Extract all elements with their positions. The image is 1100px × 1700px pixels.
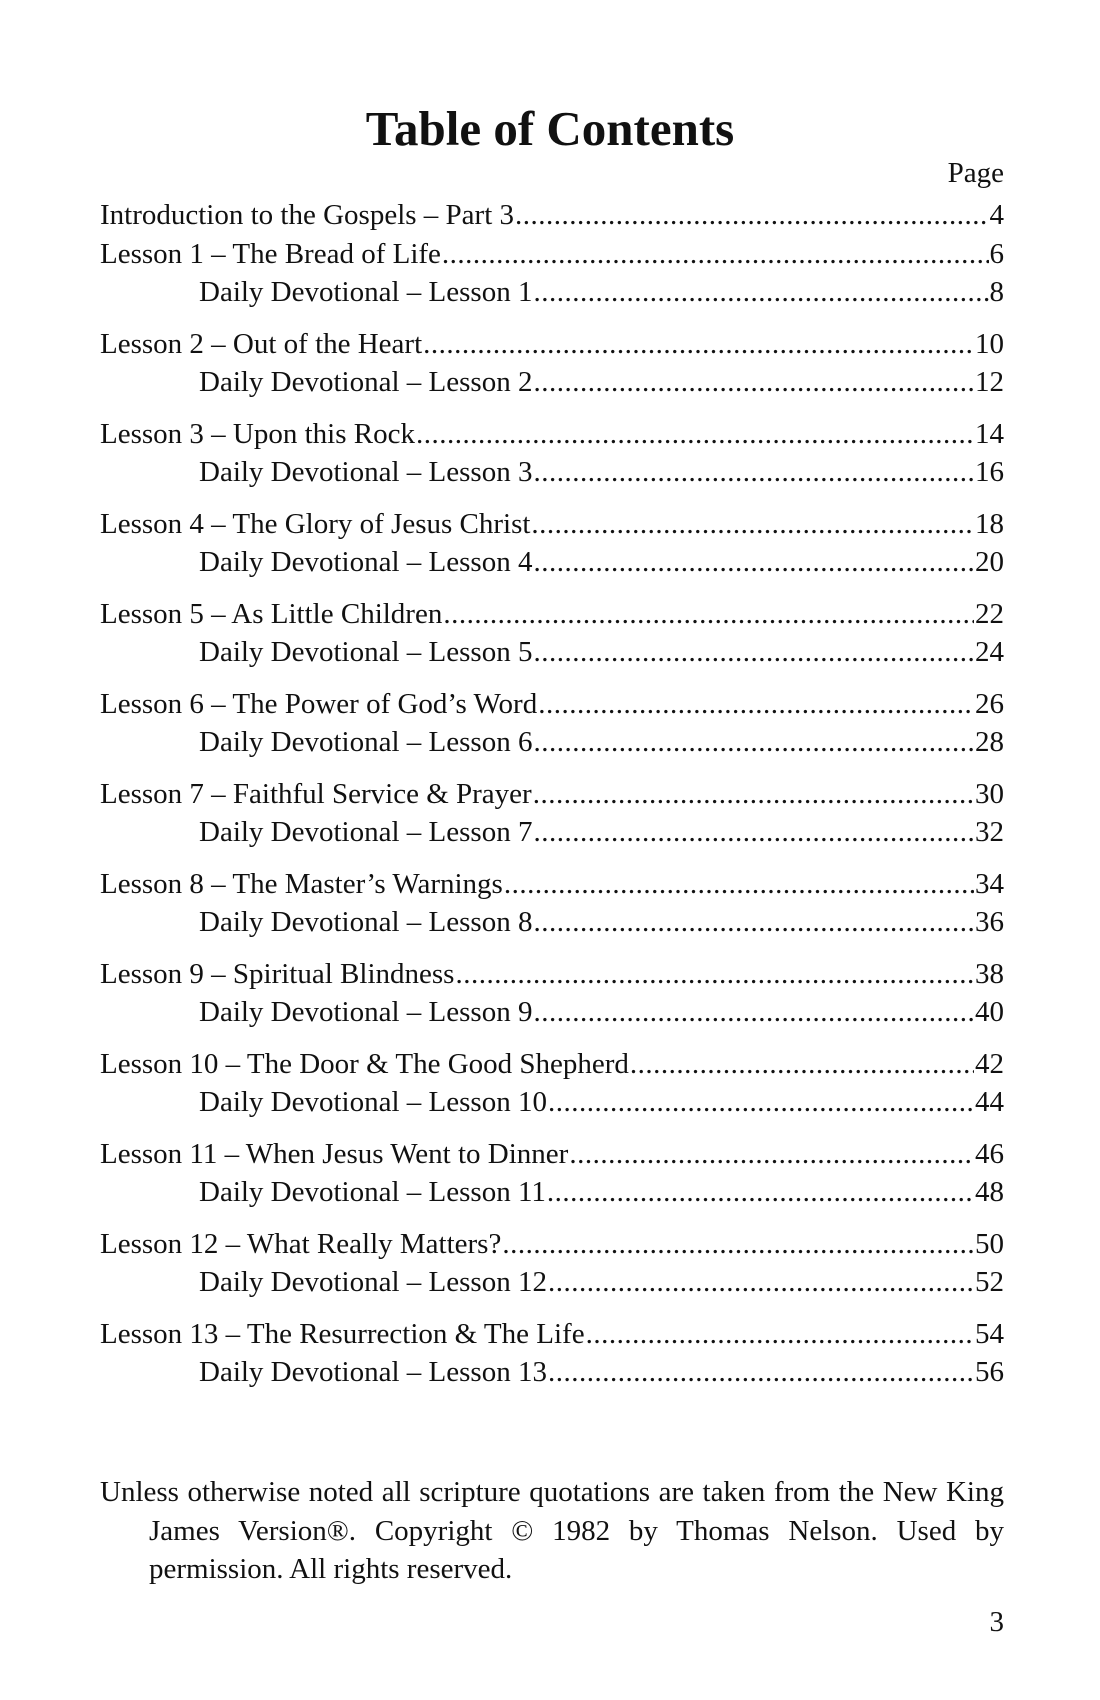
dot-leader [455,955,974,994]
toc-entry[interactable] [100,235,1004,274]
toc-entry-page: 40 [975,996,1004,1028]
toc-entry-page: 30 [975,777,1004,810]
toc-entry-page: 48 [975,1176,1004,1208]
toc-entry-label: Lesson 3 – Upon this Rock [100,417,415,450]
toc-entry-label: Lesson 6 – The Power of God’s Word [100,687,538,720]
toc-entry-page: 28 [975,726,1004,758]
toc-subentry[interactable] [100,813,1004,852]
toc-entry-label: Daily Devotional – Lesson 6 [199,726,533,758]
toc-entry-label: Introduction to the Gospels – Part 3 [100,199,515,231]
toc-entry-label: Lesson 1 – The Bread of Life [100,237,441,270]
toc-entry-page: 56 [975,1356,1004,1388]
toc-entry-page: 14 [975,417,1004,450]
toc-entry-page: 22 [975,597,1004,630]
toc-subentry[interactable] [100,363,1004,402]
toc-entry[interactable] [100,775,1004,814]
toc-entry[interactable] [100,595,1004,634]
toc-entry[interactable] [100,1045,1004,1084]
toc-entry[interactable] [100,505,1004,544]
toc-subentry[interactable] [100,543,1004,582]
dot-leader [416,415,974,454]
dot-leader [548,1083,974,1122]
toc-entry[interactable] [100,685,1004,724]
toc-entry-page: 6 [989,237,1004,270]
dot-leader [586,1315,974,1354]
toc-list [100,196,1004,1392]
dot-leader [533,993,974,1032]
toc-entry-page: 4 [989,199,1004,231]
dot-leader [531,505,974,544]
toc-entry[interactable] [100,1225,1004,1264]
dot-leader [533,813,974,852]
dot-leader [442,235,989,274]
dot-leader [423,325,974,364]
dot-leader [533,273,988,312]
toc-entry-page: 12 [975,366,1004,398]
toc-entry-label: Daily Devotional – Lesson 9 [199,996,533,1028]
toc-subentry[interactable] [100,1353,1004,1392]
page-title: Table of Contents [365,101,735,156]
toc-subentry[interactable] [100,1083,1004,1122]
toc-subentry[interactable] [100,903,1004,942]
toc-entry-label: Lesson 12 – What Really Matters? [100,1227,502,1260]
toc-entry-page: 20 [975,546,1004,578]
dot-leader [504,865,974,904]
toc-entry-label: Lesson 10 – The Door & The Good Shepherd [100,1047,629,1080]
toc-entry-label: Lesson 7 – Faithful Service & Prayer [100,777,532,810]
toc-entry-page: 36 [975,906,1004,938]
toc-entry-page: 26 [975,687,1004,720]
toc-entry-label: Daily Devotional – Lesson 8 [199,906,533,938]
toc-entry-label: Lesson 5 – As Little Children [100,597,443,630]
toc-entry-label: Daily Devotional – Lesson 7 [199,816,533,848]
page-number: 3 [989,1606,1004,1638]
toc-entry[interactable] [100,1135,1004,1174]
page-column-header: Page [947,157,1004,189]
dot-leader [533,775,974,814]
dot-leader [547,1173,974,1212]
toc-entry-page: 8 [989,276,1004,308]
toc-entry-page: 24 [975,636,1004,668]
toc-entry-label: Lesson 2 – Out of the Heart [100,327,423,360]
toc-entry-page: 34 [975,867,1004,900]
toc-subentry[interactable] [100,633,1004,672]
dot-leader [533,453,974,492]
toc-entry-label: Daily Devotional – Lesson 12 [199,1266,547,1298]
toc-entry-label: Lesson 13 – The Resurrection & The Life [100,1317,585,1350]
toc-entry-label: Lesson 4 – The Glory of Jesus Christ [100,507,531,540]
toc-subentry[interactable] [100,453,1004,492]
toc-entry-page: 32 [975,816,1004,848]
toc-entry-page: 16 [975,456,1004,488]
toc-entry[interactable] [100,196,1004,235]
dot-leader [533,363,974,402]
toc-entry[interactable] [100,955,1004,994]
toc-entry-label: Daily Devotional – Lesson 3 [199,456,533,488]
toc-entry-page: 42 [975,1047,1004,1080]
toc-entry-label: Daily Devotional – Lesson 5 [199,636,533,668]
toc-subentry[interactable] [100,723,1004,762]
toc-entry[interactable] [100,1315,1004,1354]
dot-leader [515,196,988,235]
toc-entry-label: Daily Devotional – Lesson 4 [199,546,533,578]
dot-leader [533,543,974,582]
toc-entry-page: 54 [975,1317,1004,1350]
toc-entry-label: Daily Devotional – Lesson 11 [199,1176,546,1208]
toc-entry-label: Daily Devotional – Lesson 1 [199,276,533,308]
toc-entry-page: 38 [975,957,1004,990]
dot-leader [548,1353,974,1392]
toc-entry-label: Daily Devotional – Lesson 10 [199,1086,547,1118]
toc-entry-page: 46 [975,1137,1004,1170]
toc-entry[interactable] [100,865,1004,904]
dot-leader [538,685,974,724]
toc-entry-page: 52 [975,1266,1004,1298]
toc-subentry[interactable] [100,1263,1004,1302]
dot-leader [443,595,974,634]
dot-leader [533,633,974,672]
dot-leader [630,1045,974,1084]
dot-leader [569,1135,974,1174]
toc-entry-page: 44 [975,1086,1004,1118]
dot-leader [533,723,974,762]
toc-subentry[interactable] [100,993,1004,1032]
toc-subentry[interactable] [100,273,1004,312]
toc-entry-label: Lesson 9 – Spiritual Blindness [100,957,455,990]
toc-entry-page: 10 [975,327,1004,360]
toc-entry-page: 50 [975,1227,1004,1260]
dot-leader [548,1263,974,1302]
toc-subentry[interactable] [100,1173,1004,1212]
toc-entry-label: Lesson 8 – The Master’s Warnings [100,867,503,900]
copyright-note: Unless otherwise noted all scripture quotations are taken from the New King James Version®. Copyright © 1982 by Thomas Nelson. Used by permission. All rights reserved. [100,1476,1004,1585]
toc-entry-label: Daily Devotional – Lesson 2 [199,366,533,398]
dot-leader [533,903,974,942]
toc-entry[interactable] [100,415,1004,454]
toc-entry-page: 18 [975,507,1004,540]
toc-entry-label: Lesson 11 – When Jesus Went to Dinner [100,1137,569,1170]
dot-leader [502,1225,974,1264]
toc-entry[interactable] [100,325,1004,364]
toc-entry-label: Daily Devotional – Lesson 13 [199,1356,547,1388]
